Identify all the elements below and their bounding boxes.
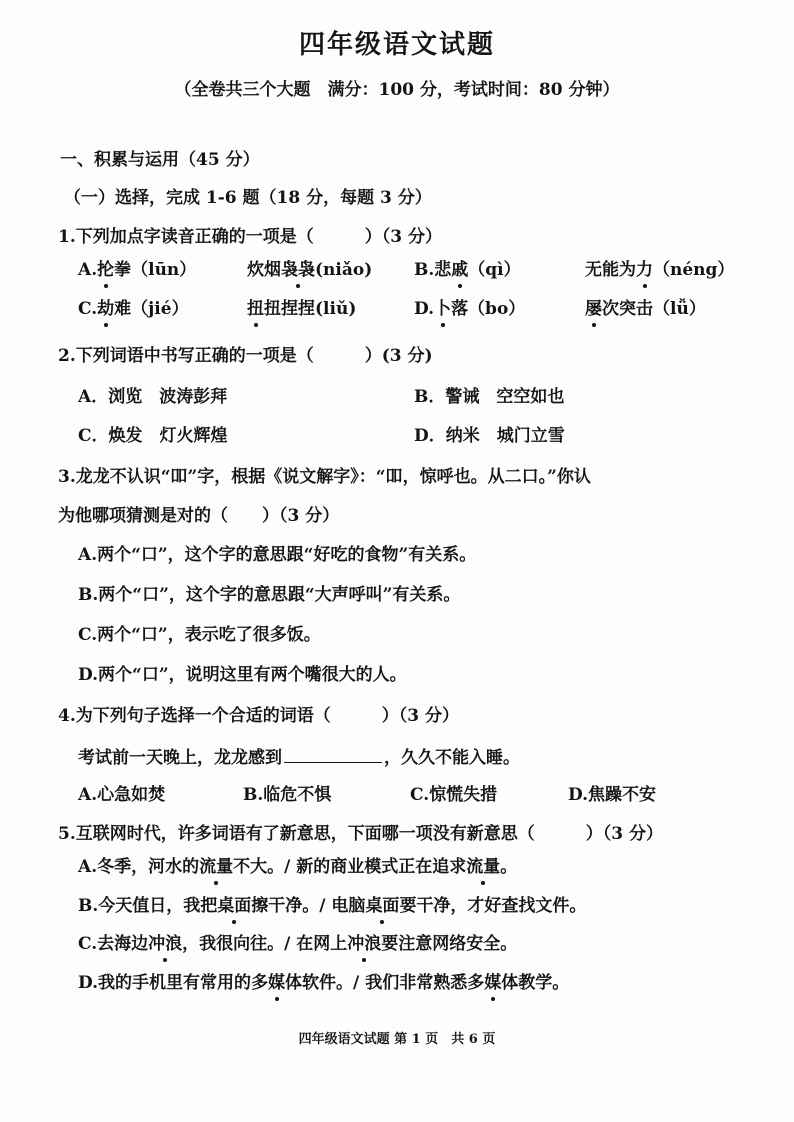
- dotted-word: 桌面: [217, 896, 252, 916]
- question-2-stem: 2.下列词语中书写正确的一项是（ ）(3 分): [58, 346, 433, 366]
- q4-option-b: B.临危不惧: [243, 785, 332, 805]
- q1-option-c1: C.劫难（jié）: [78, 299, 189, 319]
- dotted-char: 卜: [434, 299, 452, 319]
- question-5-stem: 5.互联网时代，许多词语有了新意思，下面哪一项没有新意思（ ）（3 分）: [58, 824, 663, 844]
- q3-option-d: D.两个“口”，说明这里有两个嘴很大的人。: [78, 665, 407, 685]
- dotted-char: 抡: [97, 260, 115, 280]
- dotted-word: 多媒体: [467, 973, 519, 993]
- dotted-word: 冲浪: [148, 934, 183, 954]
- q3-option-a: A.两个“口”，这个字的意思跟“好吃的食物”有关系。: [78, 545, 477, 565]
- dotted-char: 劫: [97, 299, 115, 319]
- dotted-char: 屡: [585, 299, 602, 319]
- q5-option-c: C.去海边冲浪，我很向往。/ 在网上冲浪要注意网络安全。: [78, 934, 518, 954]
- q1-option-c2: 扭扭捏捏(liǔ): [247, 299, 357, 319]
- question-4-stem: 4.为下列句子选择一个合适的词语（ ）（3 分）: [58, 706, 459, 726]
- q5-option-d: D.我的手机里有常用的多媒体软件。/ 我们非常熟悉多媒体教学。: [78, 973, 570, 993]
- dotted-char: 袅袅: [281, 260, 315, 280]
- q1-option-a2: 炊烟袅袅(niǎo): [247, 260, 373, 280]
- q1-option-d1: D.卜落（bo）: [414, 299, 526, 319]
- q4-option-d: D.焦躁不安: [568, 785, 657, 805]
- question-3-stem-line1: 3.龙龙不认识“吅”字，根据《说文解字》：“吅，惊呼也。从二口。”你认: [58, 467, 591, 487]
- q2-option-a: A．浏览 波涛彭拜: [78, 387, 228, 407]
- question-1-stem: 1.下列加点字读音正确的一项是（ ）（3 分）: [58, 227, 442, 247]
- page-title: 四年级语文试题: [298, 30, 495, 60]
- dotted-word: 流量: [466, 857, 501, 877]
- dotted-char: 力: [636, 260, 653, 280]
- dotted-word: 多媒体: [251, 973, 303, 993]
- q1-option-b1: B.悲戚（qì）: [414, 260, 521, 280]
- dotted-word: 桌面: [365, 896, 400, 916]
- page-footer: 四年级语文试题 第 1 页 共 6 页: [298, 1032, 496, 1047]
- q2-option-d: D．纳米 城门立雪: [414, 426, 565, 446]
- dotted-char: 戚: [451, 260, 469, 280]
- q1-option-d2: 屡次突击（lǚ）: [585, 299, 706, 319]
- q1-option-a1: A.抡拳（lūn）: [78, 260, 197, 280]
- exam-info: （全卷共三个大题 满分：100 分，考试时间：80 分钟）: [174, 80, 620, 100]
- dotted-word: 流量: [199, 857, 234, 877]
- q5-option-a: A.冬季，河水的流量不大。/ 新的商业模式正在追求流量。: [78, 857, 518, 877]
- section-heading: 一、积累与运用（45 分）: [60, 150, 260, 170]
- q3-option-b: B.两个“口”，这个字的意思跟“大声呼叫”有关系。: [78, 585, 461, 605]
- answer-blank: [284, 744, 382, 763]
- q3-option-c: C.两个“口”，表示吃了很多饭。: [78, 625, 321, 645]
- q5-option-b: B.今天值日，我把桌面擦干净。/ 电脑桌面要干净，才好查找文件。: [78, 896, 587, 916]
- question-3-stem-line2: 为他哪项猜测是对的（ ）（3 分）: [58, 506, 340, 526]
- q4-option-c: C.惊慌失措: [410, 785, 498, 805]
- q1-option-b2: 无能为力（néng）: [585, 260, 735, 280]
- q4-sentence: 考试前一天晚上，龙龙感到 ，久久不能入睡。: [78, 744, 520, 769]
- dotted-char: 扭: [247, 299, 264, 319]
- q2-option-b: B．警诫 空空如也: [414, 387, 565, 407]
- dotted-word: 冲浪: [347, 934, 382, 954]
- q2-option-c: C．焕发 灯火辉煌: [78, 426, 228, 446]
- q4-option-a: A.心急如焚: [78, 785, 166, 805]
- subsection-heading: （一）选择，完成 1-6 题（18 分，每题 3 分）: [64, 188, 432, 208]
